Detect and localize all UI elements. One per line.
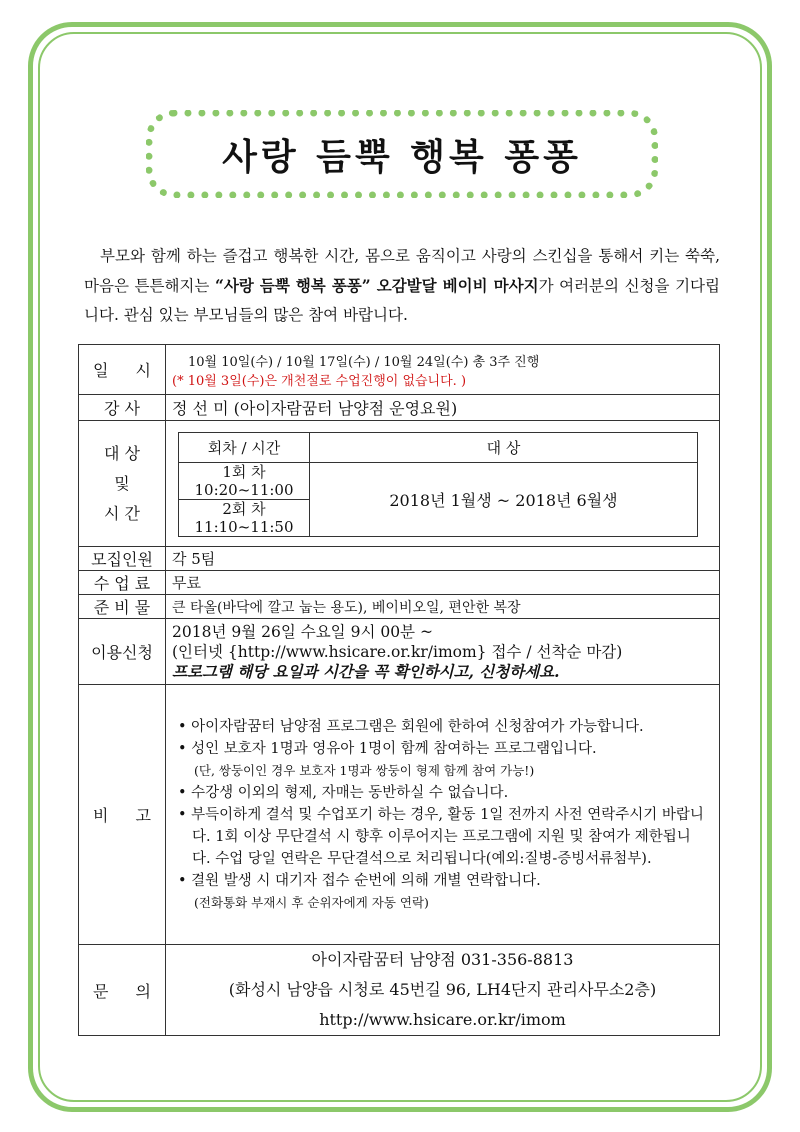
label-target: 대 상: [104, 443, 140, 463]
row-instructor: [79, 395, 720, 421]
col-header-target: 대 상: [310, 433, 698, 463]
label-prep: 준 비 물: [79, 595, 166, 619]
date-schedule: 10월 10일(수) / 10월 17일(수) / 10월 24일(수) 총 3주 진행: [188, 354, 540, 370]
label-capacity: 모집인원: [79, 547, 166, 571]
prep-value: 큰 타올(바닥에 깔고 눕는 용도), 베이비오일, 편안한 복장: [166, 595, 720, 619]
row-notes: 비 고 • 아이자람꿈터 남양점 프로그램은 회원에 한하여 신청참여가 가능합니다. • 성인 보호자 1명과 영유아 1명이 함께 참여하는 프로그램입니다. (단, 쌍둥이인 경우 보호자 1명과 쌍둥이 형제 함께 참여 가능!) • 수강생 이외의 형제, 자매는 동반하실 수 없습니다. • 부득이하게 결석 및 수업포기 하는 경우, 활동 1일 전까지 사전 연락주시기 바랍니다. 1회 이상 무단결석 시 향후 이루어지는 프로그램에 지원 및 참여가 제한됩니다. 수업 당일 연락은 무단결석으로 처리됩니다(예외:질병-증빙서류첨부). • 결원 발생 시 대기자 접수 순번에 의해 개별 연락합니다. (전화통화 부재시 후 순위자에게 자동 연락): [79, 685, 720, 945]
note-item: • 부득이하게 결석 및 수업포기 하는 경우, 활동 1일 전까지 사전 연락주시기 바랍니다. 1회 이상 무단결석 시 향후 이루어지는 프로그램에 지원 및 참여가 제한됩니다. 수업 당일 연락은 무단결석으로 처리됩니다(예외:질병-증빙서류첨부).: [178, 806, 704, 867]
contact-phone: 아이자람꿈터 남양점 031-356-8813: [311, 950, 574, 969]
session-1: 1회 차 10:20~11:00: [179, 463, 310, 500]
note-item: • 결원 발생 시 대기자 접수 순번에 의해 개별 연락합니다.: [178, 872, 541, 889]
title-box: [146, 110, 658, 198]
label-instructor: 강 사: [79, 395, 166, 421]
target-value: 2018년 1월생 ~ 2018년 6월생: [310, 463, 698, 537]
label-time: 시 간: [104, 503, 140, 523]
session-2: 2회 차 11:10~11:50: [179, 500, 310, 537]
row-fee: [79, 571, 720, 595]
apply-method: (인터넷 {http://www.hsicare.or.kr/imom} 접수 / 선착순 마감): [172, 642, 623, 661]
date-holiday-notice: (* 10월 3일(수)은 개천절로 수업진행이 없습니다. ): [172, 373, 467, 389]
capacity-value: 각 5팀: [166, 547, 720, 571]
col-header-time: 회차 / 시간: [179, 433, 310, 463]
note-item: • 수강생 이외의 형제, 자매는 동반하실 수 없습니다.: [178, 784, 509, 801]
contact-url: http://www.hsicare.or.kr/imom: [319, 1010, 566, 1029]
label-and: 및: [114, 473, 130, 493]
intro-text-1: 부모와 함께 하는 즐겁고 행복한 시간, 몸으로 움직이고 사랑의 스킨십을 통해서 키는 쑥쑥, 마음은 튼튼해지는: [84, 247, 720, 295]
note-item: • 아이자람꿈터 남양점 프로그램은 회원에 한하여 신청참여가 가능합니다.: [178, 718, 644, 735]
note-sub: (단, 쌍둥이인 경우 보호자 1명과 쌍둥이 형제 함께 참여 가능!): [194, 762, 535, 778]
note-item: • 성인 보호자 1명과 영유아 1명이 함께 참여하는 프로그램입니다.: [178, 740, 597, 757]
apply-start: 2018년 9월 26일 수요일 9시 00분 ~: [172, 622, 433, 641]
program-info-table: [78, 344, 720, 1036]
row-target: [79, 421, 720, 547]
intro-paragraph: [84, 242, 720, 330]
session-table: [178, 432, 698, 537]
instructor-value: 정 선 미 (아이자람꿈터 남양점 운영요원): [166, 395, 720, 421]
row-apply: [79, 619, 720, 685]
fee-value: 무료: [166, 571, 720, 595]
row-capacity: [79, 547, 720, 571]
note-sub: (전화통화 부재시 후 순위자에게 자동 연락): [194, 894, 429, 910]
row-date: 일 시 10월 10일(수) / 10월 17일(수) / 10월 24일(수) 총 3주 진행 (* 10월 3일(수)은 개천절로 수업진행이 없습니다. ): [79, 345, 720, 395]
label-apply: 이용신청: [79, 619, 166, 685]
label-fee: 수 업 료: [79, 571, 166, 595]
row-contact: 문 의 아이자람꿈터 남양점 031-356-8813 (화성시 남양읍 시청로 45번길 96, LH4단지 관리사무소2층) http://www.hsicare.or.kr/imom: [79, 945, 720, 1036]
intro-text-2: 가 여러분의 신청을 기다립니다. 관심 있는 부모님들의 많은 참여 바랍니다.: [84, 277, 720, 324]
apply-notice: 프로그램 해당 요일과 시간을 꼭 확인하시고, 신청하세요.: [172, 661, 560, 681]
row-prep: [79, 595, 720, 619]
page-title: 사랑 듬뿍 행복 퐁퐁: [222, 136, 582, 178]
contact-address: (화성시 남양읍 시청로 45번길 96, LH4단지 관리사무소2층): [228, 980, 657, 999]
intro-program-name: “사랑 듬뿍 행복 퐁퐁” 오감발달 베이비 마사지: [214, 276, 539, 295]
